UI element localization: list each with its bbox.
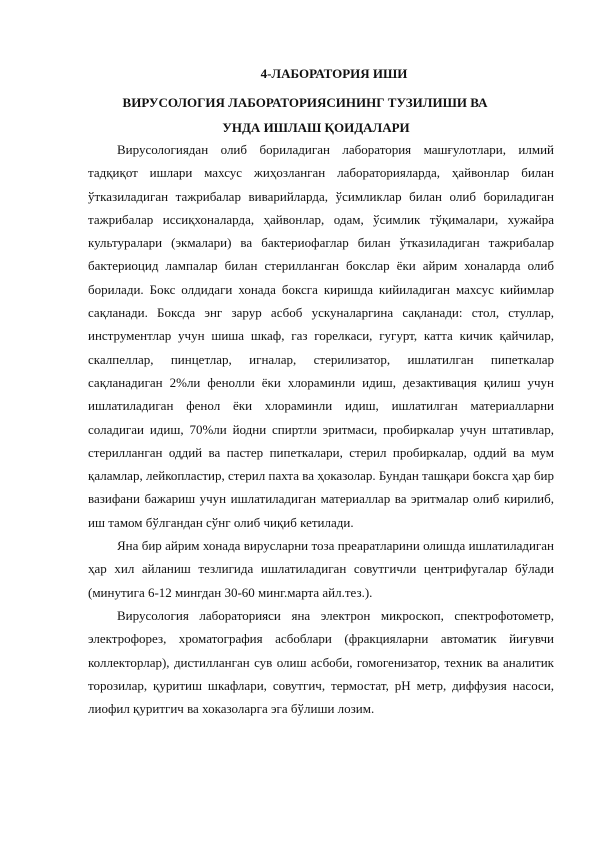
lab-number-heading: 4-ЛАБОРАТОРИЯ ИШИ — [260, 66, 408, 81]
title-line-2: УНДА ИШЛАШ ҚОИДАЛАРИ — [222, 120, 410, 135]
title-line-1: ВИРУСОЛОГИЯ ЛАБОРАТОРИЯСИНИНГ ТУЗИЛИШИ ВА — [122, 95, 488, 110]
paragraph-2: Яна бир айрим хонада вирусларни тоза преаратларини олишда ишлатиладиган ҳар хил айланиш тезлигида ишлатиладиган совутгичли центрифугалар бўлади (минутига 6-12 мингдан 30-60 минг.марта айл.тез.). — [88, 538, 554, 600]
body-text — [88, 138, 554, 720]
paragraph-3: Вирусология лабораторияси яна электрон микроскоп, спектрофотометр, электрофорез, хроматография асбоблари (фракцияларни автоматик йиғувчи коллекторлар), дистилланган сув олиш асбоби, гомогенизатор, техник ва аналитик торозилар, қуритиш шкафлари, совутгич, термостат, pH метр, диффузия насоси, лиофил қуритгич ва хоказоларга эга бўлиши лозим. — [88, 607, 554, 717]
paragraph-1: Вирусологиядан олиб бориладиган лаборатория машғулотлари, илмий тадқиқот ишлари махсус жиҳозланган лабораторияларда, ҳайвонлар билан ўтказиладиган тажрибалар виварийларда, ўсимликлар билан олиб бориладиган тажрибалар иссиқхоналарда, ҳайвонлар, одам, ўсимлик тўқималари, хужайра культуралари (экмалари) ва бактериофаглар билан ўтказиладиган тажрибалар бактериоцид лампалар билан стерилланган бокслар ёки айрим хоналарда олиб борилади. Бокс олдидаги хонада боксга киришда кийиладиган махсус кийимлар сақланади. Боксда энг зарур асбоб ускуналаргина сақланади: стол, стуллар, инструментлар учун шиша шкаф, газ горелкаси, гугурт, катта кичик қайчилар, скалпеллар, пинцетлар, игналар, стерилизатор, ишлатилган пипеткалар сақланадиган 2%ли фенолли ёки хлораминли идиш, дезактивация қилиш учун ишлатиладиган фенол ёки хлораминли идиш, ишлатилган материалларни соладигаи идиш, 70%ли йодни спиртли эритмаси, пробиркалар учун штативлар, стерилланган оддий ва пастер пипеткалари, стерил пробиркалар, оддий ва мум қаламлар, лейкопластир, стерил пахта ва ҳоказолар. Бундан ташқари боксга ҳар бир вазифани бажариш учун ишлатиладиган материаллар ва эритмалар олиб кирилиб, иш тамом бўлгандан сўнг олиб чиқиб кетилади. — [88, 142, 554, 530]
